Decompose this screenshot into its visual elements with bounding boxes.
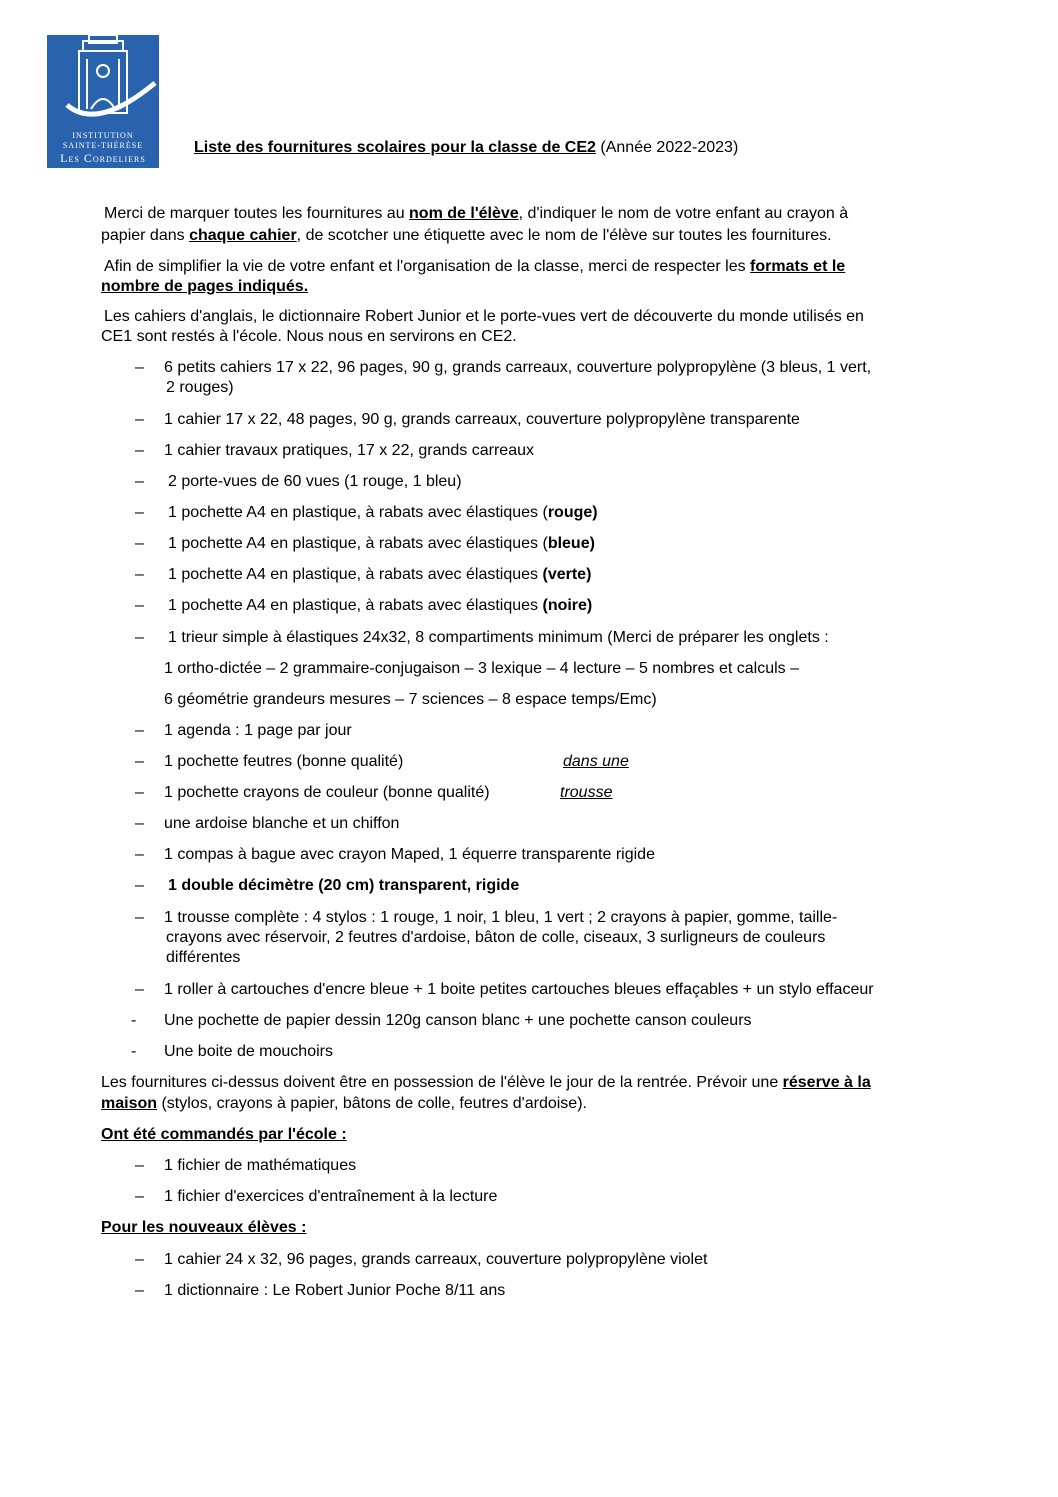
list-item: Une pochette de papier dessin 120g canson blanc + une pochette canson couleurs: [164, 1012, 752, 1029]
item-color: rouge): [547, 504, 598, 521]
logo-line-1: INSTITUTION: [72, 131, 134, 140]
reserve-text: (stylos, crayons à papier, bâtons de colle, feutres d'ardoise).: [157, 1095, 587, 1112]
section-heading-new-pupils: Pour les nouveaux élèves :: [101, 1219, 307, 1236]
list-item: 1 roller à cartouches d'encre bleue + 1 boite petites cartouches bleues effaçables + un stylo effaceur: [164, 981, 874, 998]
list-bullet: –: [135, 566, 144, 583]
list-bullet: –: [135, 504, 144, 521]
list-item: 1 pochette feutres (bonne qualité): [164, 753, 404, 770]
list-item: 1 cahier travaux pratiques, 17 x 22, grands carreaux: [164, 442, 534, 459]
list-item: 1 trousse complète : 4 stylos : 1 rouge, 1 noir, 1 bleu, 1 vert ; 2 crayons à papier, gomme, taille-: [164, 909, 838, 926]
crest-icon: [47, 35, 159, 135]
list-item-note: dans une: [563, 753, 629, 770]
reserve-line: [101, 1094, 587, 1113]
intro-line: Les cahiers d'anglais, le dictionnaire Robert Junior et le porte-vues vert de découverte du monde utilisés en: [104, 308, 864, 325]
list-item: 1 dictionnaire : Le Robert Junior Poche 8/11 ans: [164, 1282, 506, 1299]
logo-line-2: SAINTE-THÉRÈSE: [62, 141, 144, 150]
list-item: [168, 534, 595, 553]
title-main: Liste des fournitures scolaires pour la classe de CE2: [194, 139, 596, 156]
list-item-continued: crayons avec réservoir, 2 feutres d'ardoise, bâton de colle, ciseaux, 3 surligneurs de couleurs: [166, 929, 826, 946]
intro-text: Merci de marquer toutes les fournitures au: [104, 205, 410, 222]
list-bullet: –: [135, 535, 144, 552]
intro-text: , de scotcher une étiquette avec le nom de l'élève sur toutes les fournitures.: [296, 227, 832, 244]
list-bullet: –: [135, 411, 144, 428]
item-text: 1 pochette A4 en plastique, à rabats avec élastiques (: [168, 535, 548, 552]
reserve-emphasis: maison: [101, 1095, 158, 1112]
item-text: 1 pochette A4 en plastique, à rabats avec élastiques: [168, 566, 543, 583]
item-color: (noire): [542, 597, 593, 614]
list-item-continued: 6 géométrie grandeurs mesures – 7 sciences – 8 espace temps/Emc): [164, 691, 657, 708]
intro-emphasis: formats et le: [750, 258, 846, 275]
intro-text: , d'indiquer le nom de votre enfant au crayon à: [518, 205, 849, 222]
list-item-continued: différentes: [166, 949, 241, 966]
list-item: 1 fichier de mathématiques: [164, 1157, 357, 1174]
list-item: [168, 596, 592, 615]
list-bullet: –: [135, 1157, 144, 1174]
list-bullet: –: [135, 1188, 144, 1205]
item-text: 1 pochette A4 en plastique, à rabats avec élastiques (: [168, 504, 548, 521]
list-item-continued: 2 rouges): [166, 379, 234, 396]
title-year: (Année 2022-2023): [600, 139, 739, 156]
reserve-line: [101, 1073, 871, 1092]
list-bullet: -: [131, 1043, 137, 1060]
list-bullet: –: [135, 753, 144, 770]
intro-line: [101, 226, 832, 245]
list-bullet: –: [135, 877, 144, 894]
list-item: 1 trieur simple à élastiques 24x32, 8 compartiments minimum (Merci de préparer les onglets :: [168, 629, 829, 646]
list-item-continued: 1 ortho-dictée – 2 grammaire-conjugaison – 3 lexique – 4 lecture – 5 nombres et calculs –: [164, 660, 800, 677]
list-item: 1 compas à bague avec crayon Maped, 1 équerre transparente rigide: [164, 846, 655, 863]
list-item: [168, 503, 598, 522]
list-item: 1 fichier d'exercices d'entraînement à la lecture: [164, 1188, 498, 1205]
list-bullet: –: [135, 846, 144, 863]
reserve-text: Les fournitures ci-dessus doivent être en possession de l'élève le jour de la rentrée. Prévoir une: [101, 1074, 783, 1091]
item-color: (verte): [542, 566, 592, 583]
intro-line: [104, 204, 848, 223]
list-item: 1 cahier 17 x 22, 48 pages, 90 g, grands carreaux, couverture polypropylène transparente: [164, 411, 800, 428]
list-bullet: -: [131, 1012, 137, 1029]
item-text: 1 pochette A4 en plastique, à rabats avec élastiques: [168, 597, 543, 614]
list-item: 2 porte-vues de 60 vues (1 rouge, 1 bleu): [168, 473, 462, 490]
list-bullet: –: [135, 981, 144, 998]
intro-text: papier dans: [101, 227, 190, 244]
institution-logo: [47, 35, 159, 168]
list-item-note: trousse: [560, 784, 613, 801]
intro-emphasis: nom de l'élève: [409, 205, 519, 222]
section-heading-ordered: Ont été commandés par l'école :: [101, 1126, 347, 1143]
list-bullet: –: [135, 629, 144, 646]
intro-line: CE1 sont restés à l'école. Nous nous en servirons en CE2.: [101, 328, 517, 345]
list-bullet: –: [135, 784, 144, 801]
list-bullet: –: [135, 442, 144, 459]
list-bullet: –: [135, 1282, 144, 1299]
list-item: 1 double décimètre (20 cm) transparent, rigide: [168, 877, 520, 894]
list-item: 1 cahier 24 x 32, 96 pages, grands carreaux, couverture polypropylène violet: [164, 1251, 708, 1268]
list-bullet: –: [135, 597, 144, 614]
intro-line: [104, 257, 845, 276]
list-bullet: –: [135, 359, 144, 376]
item-color: bleue): [547, 535, 595, 552]
reserve-emphasis: réserve à la: [782, 1074, 871, 1091]
page-title: [194, 138, 738, 157]
logo-line-3: Les Cordeliers: [60, 151, 146, 165]
list-item: 1 pochette crayons de couleur (bonne qualité): [164, 784, 490, 801]
list-bullet: –: [135, 473, 144, 490]
list-item: une ardoise blanche et un chiffon: [164, 815, 400, 832]
list-item: Une boite de mouchoirs: [164, 1043, 333, 1060]
intro-line: nombre de pages indiqués.: [101, 278, 309, 295]
list-bullet: –: [135, 722, 144, 739]
list-item: 1 agenda : 1 page par jour: [164, 722, 352, 739]
list-item: [168, 565, 591, 584]
list-item: 6 petits cahiers 17 x 22, 96 pages, 90 g, grands carreaux, couverture polypropylène (3 bleus, 1 vert,: [164, 359, 872, 376]
intro-text: Afin de simplifier la vie de votre enfant et l'organisation de la classe, merci de respecter les: [104, 258, 751, 275]
list-bullet: –: [135, 815, 144, 832]
intro-emphasis: chaque cahier: [189, 227, 297, 244]
list-bullet: –: [135, 909, 144, 926]
list-bullet: –: [135, 1251, 144, 1268]
